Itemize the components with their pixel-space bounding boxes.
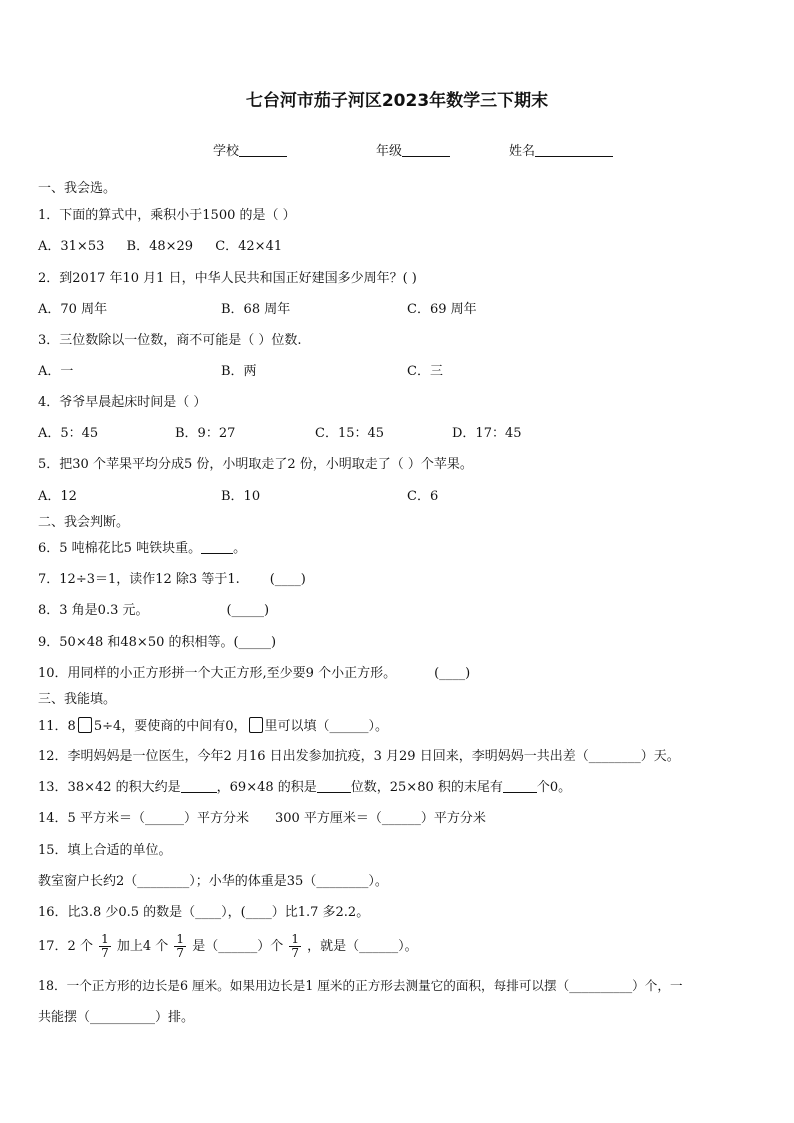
q13-text-c: 位数，25×80 积的末尾有 bbox=[350, 780, 503, 795]
question-12: 12．李明妈妈是一位医生，今年2 月16 日出发参加抗疫，3 月29 日回来，李明妈妈一共出差（________）天。 bbox=[38, 749, 680, 764]
q5-option-a[interactable]: A．12 bbox=[38, 489, 77, 504]
q13-text-b: ，69×48 的积是 bbox=[216, 780, 317, 795]
q11-digit-box-2[interactable] bbox=[249, 717, 263, 733]
question-4: 4．爷爷早晨起床时间是（ ） bbox=[38, 395, 207, 410]
question-8 bbox=[38, 602, 269, 620]
fraction-denominator: 7 bbox=[291, 946, 299, 960]
q8-text: 8．3 角是0.3 元。 bbox=[38, 603, 149, 618]
question-7 bbox=[38, 571, 306, 589]
question-6 bbox=[38, 540, 246, 558]
grade-label: 年级 bbox=[376, 144, 403, 159]
question-18-line-1: 18．一个正方形的边长是6 厘米。如果用边长是1 厘米的正方形去测量它的面积，每排可以摆（__________）个，一 bbox=[38, 978, 683, 993]
q11-text-a: 11．8 bbox=[38, 719, 76, 734]
question-5: 5．把30 个苹果平均分成5 份，小明取走了2 份，小明取走了（ ）个苹果。 bbox=[38, 457, 473, 472]
question-1-options bbox=[38, 238, 282, 256]
q4-option-c[interactable]: C．15：45 bbox=[315, 426, 385, 441]
question-14 bbox=[38, 810, 486, 828]
page-title: 七台河市茄子河区2023年数学三下期末 bbox=[245, 91, 549, 111]
q14-part-a: 14．5 平方米＝（______）平方分米 bbox=[38, 811, 249, 826]
q13-blank-2[interactable] bbox=[317, 779, 351, 793]
question-16: 16．比3.8 少0.5 的数是（____），(____）比1.7 多2.2。 bbox=[38, 905, 370, 920]
q2-option-a[interactable]: A．70 周年 bbox=[38, 302, 108, 317]
school-blank[interactable] bbox=[239, 142, 287, 157]
q13-blank-1[interactable] bbox=[181, 779, 217, 793]
q13-blank-3[interactable] bbox=[503, 779, 537, 793]
question-11 bbox=[38, 717, 388, 736]
q2-option-b[interactable]: B．68 周年 bbox=[221, 302, 291, 317]
section-1-heading: 一、我会选。 bbox=[38, 181, 117, 196]
q17-text-d: ，就是（______）。 bbox=[307, 939, 418, 954]
section-3-heading: 三、我能填。 bbox=[38, 692, 117, 707]
q10-answer-blank[interactable]: (____) bbox=[434, 666, 471, 681]
q2-option-c[interactable]: C．69 周年 bbox=[407, 302, 477, 317]
q7-text: 7．12÷3＝1，读作12 除3 等于1. bbox=[38, 572, 240, 587]
q11-digit-box-1[interactable] bbox=[78, 717, 92, 733]
grade-field bbox=[376, 140, 450, 159]
fraction-numerator: 1 bbox=[176, 932, 185, 946]
q1-option-c[interactable]: C．42×41 bbox=[215, 239, 283, 254]
q6-end: 。 bbox=[233, 541, 247, 556]
question-15: 15．填上合适的单位。 bbox=[38, 843, 172, 858]
q13-text-a: 13．38×42 的积大约是 bbox=[38, 780, 181, 795]
q17-fraction-3 bbox=[289, 933, 301, 960]
fraction-denominator: 7 bbox=[101, 946, 109, 960]
q1-option-a[interactable]: A．31×53 bbox=[38, 239, 105, 254]
q5-option-c[interactable]: C．6 bbox=[407, 489, 439, 504]
q8-answer-blank[interactable]: (_____) bbox=[226, 603, 270, 618]
fraction-numerator: 1 bbox=[291, 932, 299, 946]
name-field bbox=[509, 140, 613, 159]
fraction-denominator: 7 bbox=[176, 946, 185, 960]
q4-option-d[interactable]: D．17：45 bbox=[452, 426, 522, 441]
q11-text-b: 5÷4，要使商的中间有0， bbox=[93, 719, 247, 734]
question-17 bbox=[38, 932, 418, 962]
name-blank[interactable] bbox=[535, 142, 613, 157]
fraction-numerator: 1 bbox=[101, 932, 109, 946]
q17-text-b: 加上4 个 bbox=[116, 939, 169, 954]
q4-option-a[interactable]: A．5：45 bbox=[38, 426, 99, 441]
q13-text-d: 个0。 bbox=[536, 780, 572, 795]
grade-blank[interactable] bbox=[402, 142, 450, 157]
school-label: 学校 bbox=[213, 144, 240, 159]
question-13 bbox=[38, 779, 571, 797]
q17-text-a: 17．2 个 bbox=[38, 939, 93, 954]
q11-text-c: 里可以填（______）。 bbox=[264, 719, 389, 734]
q5-option-b[interactable]: B．10 bbox=[221, 489, 261, 504]
q14-part-b: 300 平方厘米＝（______）平方分米 bbox=[274, 811, 486, 826]
q3-option-b[interactable]: B．两 bbox=[221, 364, 257, 379]
q6-text: 6．5 吨棉花比5 吨铁块重。 bbox=[38, 541, 202, 556]
q17-text-c: 是（______）个 bbox=[192, 939, 284, 954]
q6-blank[interactable] bbox=[201, 540, 233, 554]
section-2-heading: 二、我会判断。 bbox=[38, 515, 130, 530]
q1-option-b[interactable]: B．48×29 bbox=[126, 239, 194, 254]
name-label: 姓名 bbox=[509, 144, 536, 159]
question-10 bbox=[38, 665, 470, 683]
q17-fraction-2 bbox=[174, 933, 186, 960]
question-9: 9．50×48 和48×50 的积相等。(_____) bbox=[38, 635, 277, 650]
q7-answer-blank[interactable]: (____) bbox=[269, 572, 306, 587]
q10-text: 10．用同样的小正方形拼一个大正方形,至少要9 个小正方形。 bbox=[38, 666, 397, 681]
q3-option-a[interactable]: A．一 bbox=[38, 364, 74, 379]
question-18-line-2: 共能摆（__________）排。 bbox=[38, 1010, 195, 1025]
q4-option-b[interactable]: B．9：27 bbox=[175, 426, 236, 441]
q3-option-c[interactable]: C．三 bbox=[407, 364, 443, 379]
question-3: 3．三位数除以一位数，商不可能是（ ）位数. bbox=[38, 333, 302, 348]
question-2: 2．到2017 年10 月1 日，中华人民共和国正好建国多少周年？( ) bbox=[38, 271, 417, 286]
question-15-sub: 教室窗户长约2（________）；小华的体重是35（________）。 bbox=[38, 874, 388, 889]
question-1: 1．下面的算式中，乘积小于1500 的是（ ） bbox=[38, 208, 296, 223]
q17-fraction-1 bbox=[99, 933, 111, 960]
school-field bbox=[213, 140, 287, 159]
